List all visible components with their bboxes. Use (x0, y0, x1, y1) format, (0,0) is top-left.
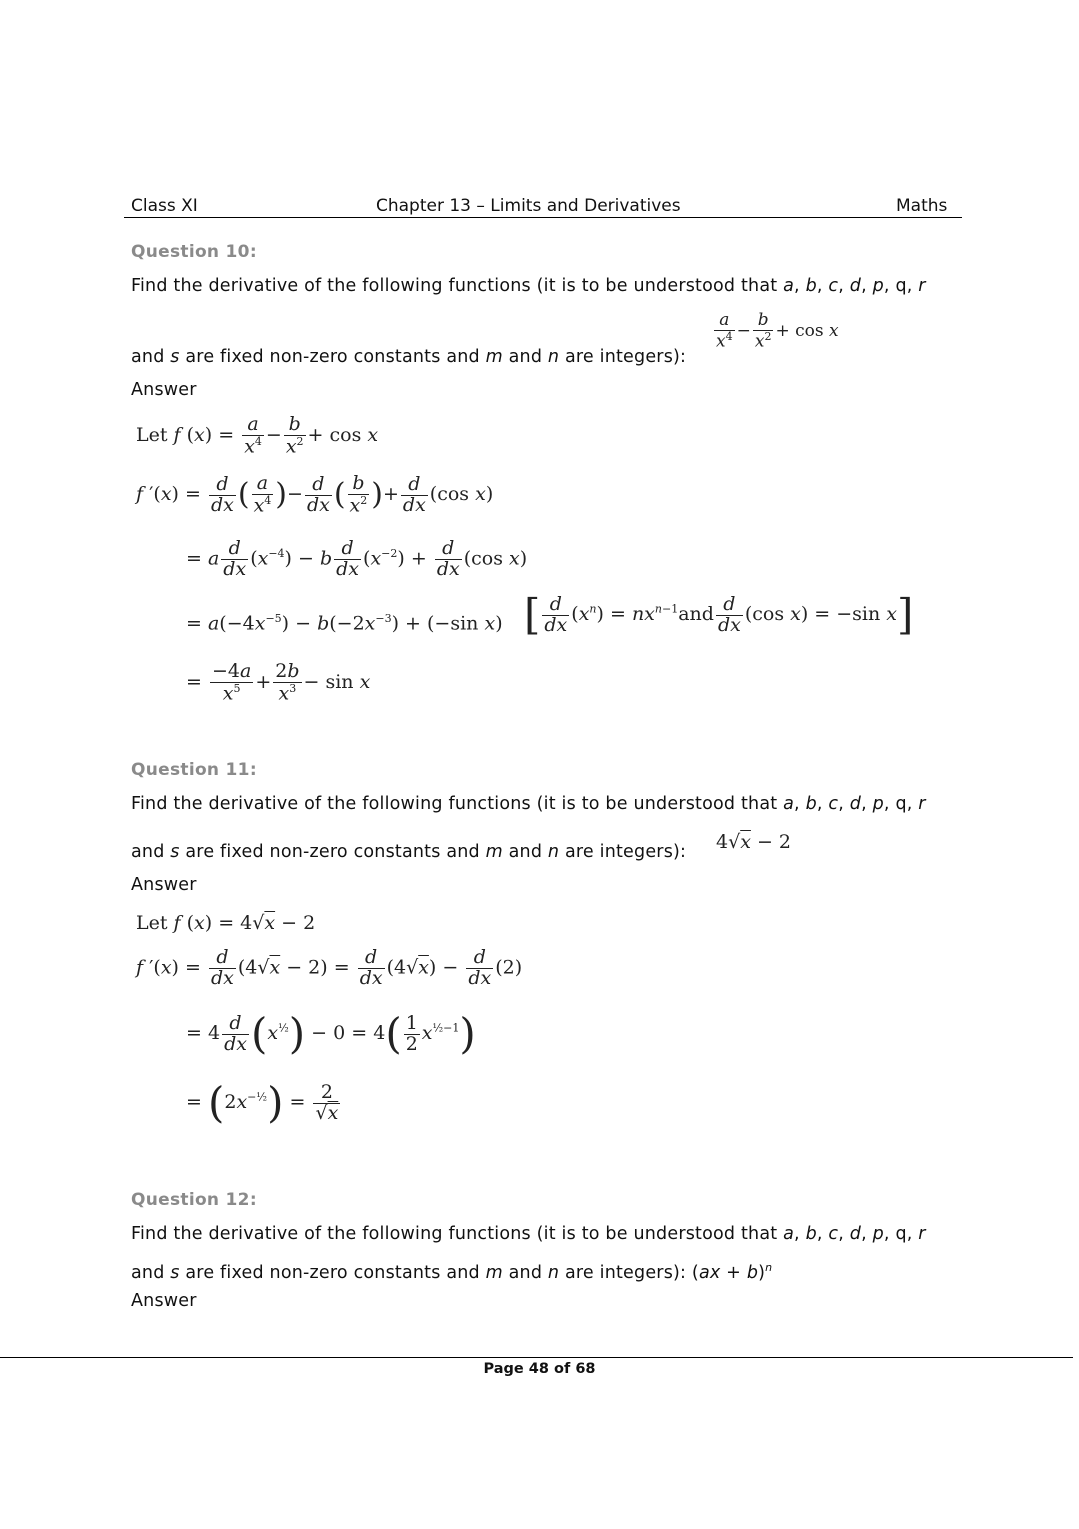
question-11-text-2: and s are fixed non-zero constants and m and n are integers): (131, 842, 687, 862)
question-10-text-2: and s are fixed non-zero constants and m and n are integers): (131, 347, 687, 367)
question-10-title: Question 10: (131, 242, 257, 262)
question-11-answer-label: Answer (131, 875, 197, 895)
q10-step-5: = $\frac{-4a}{x^5}$ + $\frac{2b}{x^3}$ − sin x (186, 660, 371, 705)
question-12-answer-label: Answer (131, 1291, 197, 1311)
q11-step-4: = $(2x^{-\frac{1}{2}})$ = $\frac{2}{√x}$ (186, 1078, 339, 1127)
question-10-answer-label: Answer (131, 380, 197, 400)
q11-step-2: f ′(x) = $\frac{d}{dx}$ (4√x − 2) = $\frac{d}{dx}$ (4√x) − $\frac{d}{dx}$ (2) (136, 946, 523, 989)
page-number: Page 48 of 68 (483, 1361, 596, 1377)
question-10-text-1: Find the derivative of the following functions (it is to be understood that a, b, c, d, p, q, r (131, 276, 926, 296)
q10-step-1: Let f (x) = $\frac{a}{x^4}$ − $\frac{b}{x^2}$ + cos x (136, 413, 379, 458)
header-chapter: Chapter 13 – Limits and Derivatives (376, 196, 681, 216)
q11-step-3: = 4 $\frac{d}{dx}$ $(x^{\frac{1}{2}}) - 0 = 4$( $\frac{1}{2}$ $x^{\frac{1}{2}-1}$) (186, 1009, 476, 1058)
header-rule (124, 217, 962, 218)
question-10-expression: $\frac{a}{x^4}$ − $\frac{b}{x^2}$ + cos x (716, 310, 839, 352)
question-12-title: Question 12: (131, 1190, 257, 1210)
question-11-expression: 4√x − 2 (716, 831, 792, 853)
header-subject: Maths (896, 196, 948, 216)
q10-step-4: = $a(-4x^{-5}) - b(-2x^{-3}) + (-\sin$ x) (186, 612, 503, 635)
q10-step-2: f ′(x) = $\frac{d}{dx}$ ( $\frac{a}{x^4}$ )− $\frac{d}{dx}$ ( $\frac{b}{x^2}$ )+ $\frac{d}{dx}$ (cos x) (136, 472, 494, 517)
header-class: Class XI (131, 196, 198, 216)
q10-step-3: = a $\frac{d}{dx}$ $(x^{-4}) - b$ $\frac{d}{dx}$ $(x^{-2})$ + $\frac{d}{dx}$ (cos x) (186, 537, 528, 580)
question-11-title: Question 11: (131, 760, 257, 780)
footer-rule (0, 1357, 1073, 1358)
question-11-text-1: Find the derivative of the following functions (it is to be understood that a, b, c, d, p, q, r (131, 794, 926, 814)
q10-rule-note: [ $\frac{d}{dx}$ $(x^n) = nx^{n-1}and$ $\frac{d}{dx}$ (cos x) = −sin x] (524, 590, 914, 639)
q11-step-1: Let f (x) = 4√x − 2 (136, 912, 316, 934)
question-12-text-1: Find the derivative of the following functions (it is to be understood that a, b, c, d, p, q, r (131, 1224, 926, 1244)
question-12-text-2: and s are fixed non-zero constants and m and n are integers): (ax + b)$^n$ (131, 1261, 773, 1283)
